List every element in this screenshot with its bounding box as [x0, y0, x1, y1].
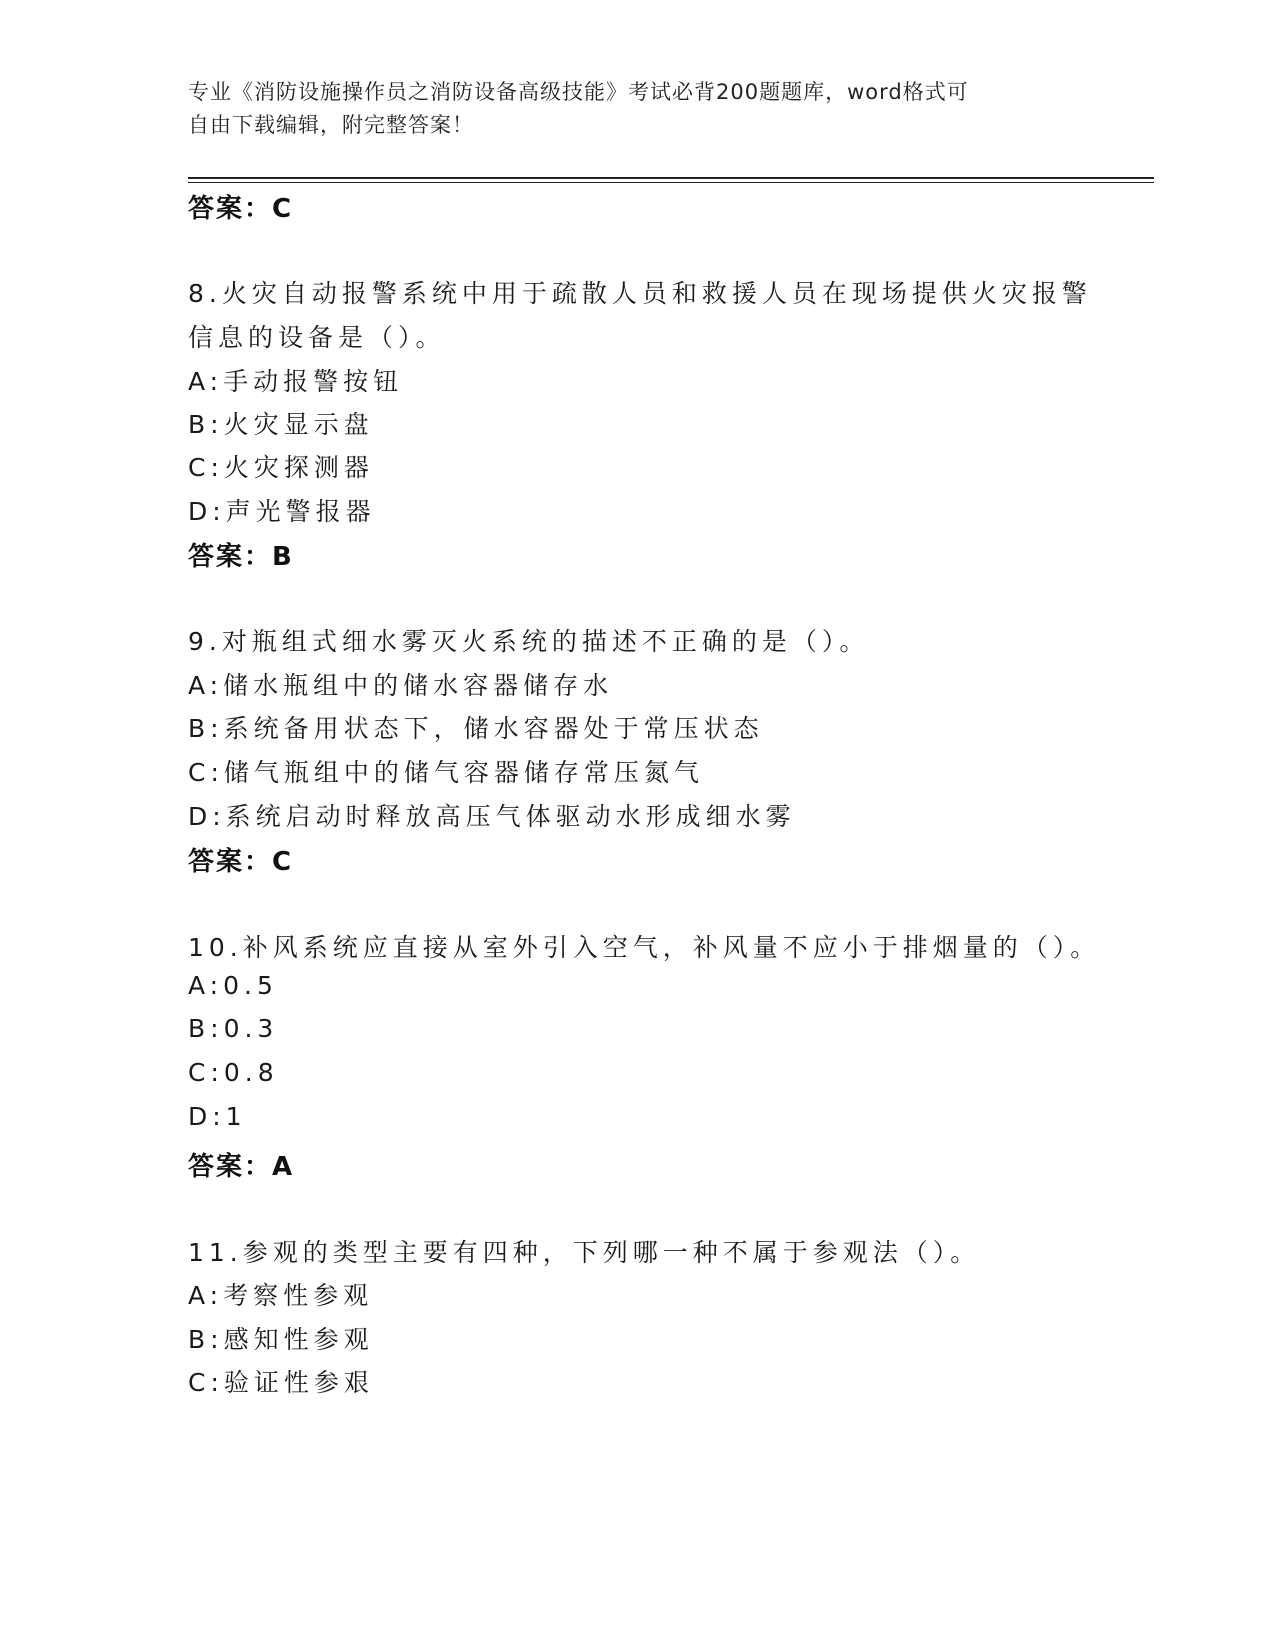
header-divider-thick — [188, 177, 1154, 179]
answer-option: B:系统备用状态下，储水容器处于常压状态 — [188, 714, 764, 743]
answer-line: 答案：C — [188, 194, 294, 224]
header-divider-thin — [188, 182, 1154, 183]
answer-line: 答案：B — [188, 542, 294, 572]
answer-option: D:系统启动时释放高压气体驱动水形成细水雾 — [188, 802, 796, 831]
answer-option: C:火灾探测器 — [188, 453, 374, 482]
answer-option: A:储水瓶组中的储水容器储存水 — [188, 671, 614, 700]
header-line-2: 自由下载编辑，附完整答案！ — [188, 113, 474, 137]
document-header — [188, 76, 1088, 142]
question-stem: 9.对瓶组式细水雾灭火系统的描述不正确的是（）。 — [188, 627, 870, 656]
answer-option: B:感知性参观 — [188, 1325, 374, 1354]
question-stem: 8.火灾自动报警系统中用于疏散人员和救援人员在现场提供火灾报警 — [188, 279, 1092, 308]
question-stem: 信息的设备是（）。 — [188, 323, 446, 352]
question-stem: 11.参观的类型主要有四种，下列哪一种不属于参观法（）。 — [188, 1238, 981, 1267]
answer-option: C:0.8 — [188, 1058, 279, 1087]
answer-line: 答案：C — [188, 847, 294, 877]
answer-line: 答案：A — [188, 1152, 295, 1182]
answer-option: C:储气瓶组中的储气容器储存常压氮气 — [188, 758, 704, 787]
answer-option: D:声光警报器 — [188, 497, 376, 526]
answer-option: A:考察性参观 — [188, 1281, 374, 1310]
answer-option: B:火灾显示盘 — [188, 410, 374, 439]
answer-option: D:1 — [188, 1102, 247, 1131]
answer-option: A:手动报警按钮 — [188, 367, 404, 396]
answer-option: A:0.5 — [188, 971, 278, 1000]
answer-option: C:验证性参艰 — [188, 1368, 374, 1397]
answer-option: B:0.3 — [188, 1014, 279, 1043]
header-line-1: 专业《消防设施操作员之消防设备高级技能》考试必背200题题库，word格式可 — [188, 80, 969, 104]
question-stem: 10.补风系统应直接从室外引入空气，补风量不应小于排烟量的（）。 — [188, 933, 1101, 962]
